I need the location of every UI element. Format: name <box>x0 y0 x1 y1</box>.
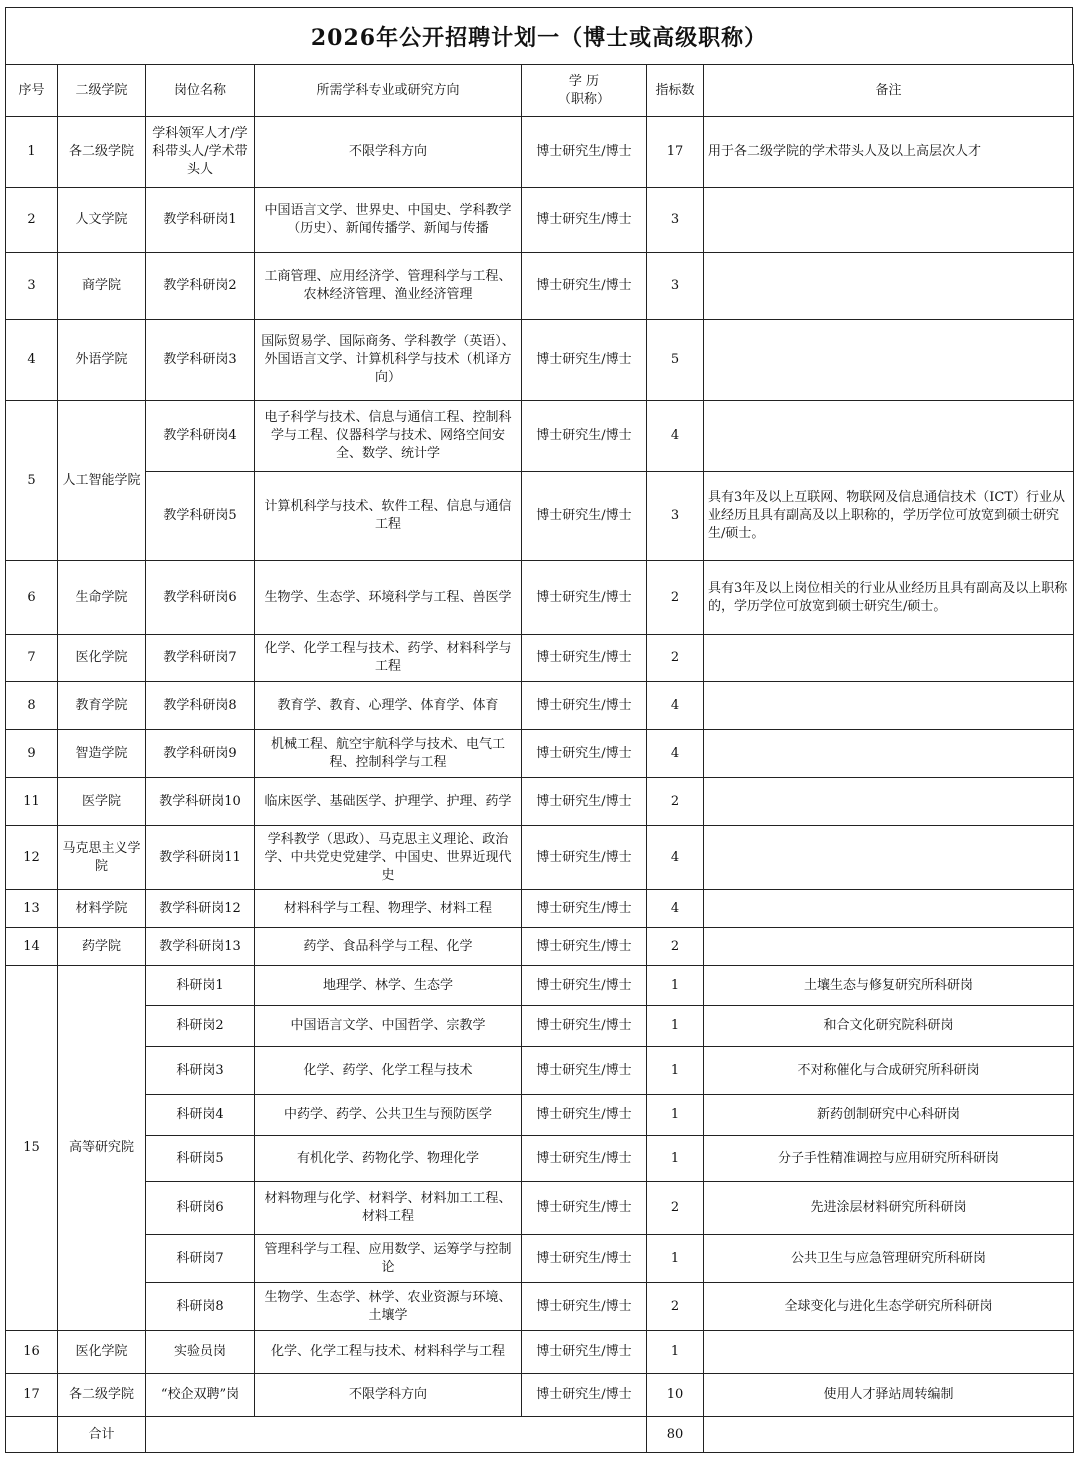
cell-education: 博士研究生/博士 <box>522 1283 647 1331</box>
cell-quota: 1 <box>647 966 704 1006</box>
cell-quota: 1 <box>647 1136 704 1182</box>
cell-post: 科研岗3 <box>146 1047 255 1095</box>
table-row <box>6 1331 1074 1374</box>
cell-major: 国际贸易学、国际商务、学科教学（英语）、外国语言文学、计算机科学与技术（机译方向） <box>255 320 522 401</box>
cell-quota: 10 <box>647 1374 704 1417</box>
cell-quota: 4 <box>647 730 704 778</box>
cell-education: 博士研究生/博士 <box>522 1047 647 1095</box>
cell-quota: 4 <box>647 826 704 890</box>
cell-no: 11 <box>6 778 58 826</box>
cell-note <box>704 188 1074 253</box>
cell-note <box>704 682 1074 730</box>
header-college: 二级学院 <box>58 65 146 117</box>
cell-quota: 4 <box>647 401 704 472</box>
total-empty <box>146 1417 647 1453</box>
cell-no: 8 <box>6 682 58 730</box>
cell-education: 博士研究生/博士 <box>522 472 647 561</box>
cell-note <box>704 253 1074 320</box>
table-row <box>6 472 1074 561</box>
cell-major: 电子科学与技术、信息与通信工程、控制科学与工程、仪器科学与技术、网络空间安全、数学、统计学 <box>255 401 522 472</box>
cell-note: 使用人才驿站周转编制 <box>704 1374 1074 1417</box>
cell-college: 高等研究院 <box>58 966 146 1331</box>
cell-note <box>704 401 1074 472</box>
total-quota: 80 <box>647 1417 704 1453</box>
cell-post: 科研岗5 <box>146 1136 255 1182</box>
table-row <box>6 253 1074 320</box>
cell-post: 教学科研岗2 <box>146 253 255 320</box>
cell-note: 用于各二级学院的学术带头人及以上高层次人才 <box>704 117 1074 188</box>
cell-note: 具有3年及以上岗位相关的行业从业经历且具有副高及以上职称的，学历学位可放宽到硕士研究生/硕士。 <box>704 561 1074 635</box>
cell-post: 科研岗8 <box>146 1283 255 1331</box>
cell-quota: 4 <box>647 682 704 730</box>
cell-major: 计算机科学与技术、软件工程、信息与通信工程 <box>255 472 522 561</box>
cell-college: 人工智能学院 <box>58 401 146 561</box>
cell-no: 12 <box>6 826 58 890</box>
cell-note: 公共卫生与应急管理研究所科研岗 <box>704 1235 1074 1283</box>
cell-quota: 3 <box>647 472 704 561</box>
cell-post: 教学科研岗11 <box>146 826 255 890</box>
table-row <box>6 730 1074 778</box>
cell-note <box>704 730 1074 778</box>
cell-quota: 17 <box>647 117 704 188</box>
cell-no: 6 <box>6 561 58 635</box>
cell-note: 先进涂层材料研究所科研岗 <box>704 1182 1074 1235</box>
cell-education: 博士研究生/博士 <box>522 826 647 890</box>
cell-post: 教学科研岗7 <box>146 635 255 682</box>
cell-no: 14 <box>6 928 58 966</box>
cell-major: 生物学、生态学、林学、农业资源与环境、土壤学 <box>255 1283 522 1331</box>
cell-no: 16 <box>6 1331 58 1374</box>
cell-college: 人文学院 <box>58 188 146 253</box>
header-major: 所需学科专业或研究方向 <box>255 65 522 117</box>
cell-education: 博士研究生/博士 <box>522 890 647 928</box>
recruitment-table <box>5 64 1074 1453</box>
cell-major: 管理科学与工程、应用数学、运筹学与控制论 <box>255 1235 522 1283</box>
cell-post: 教学科研岗1 <box>146 188 255 253</box>
cell-no: 13 <box>6 890 58 928</box>
cell-quota: 2 <box>647 928 704 966</box>
cell-note: 新药创制研究中心科研岗 <box>704 1095 1074 1136</box>
cell-post: “校企双聘”岗 <box>146 1374 255 1417</box>
cell-major: 有机化学、药物化学、物理化学 <box>255 1136 522 1182</box>
cell-note: 具有3年及以上互联网、物联网及信息通信技术（ICT）行业从业经历且具有副高及以上职称的，学历学位可放宽到硕士研究生/硕士。 <box>704 472 1074 561</box>
table-row <box>6 1283 1074 1331</box>
cell-post: 教学科研岗4 <box>146 401 255 472</box>
table-row <box>6 117 1074 188</box>
page-title: 2026年公开招聘计划一（博士或高级职称） <box>5 7 1073 64</box>
cell-note: 和合文化研究院科研岗 <box>704 1006 1074 1047</box>
cell-education: 博士研究生/博士 <box>522 188 647 253</box>
cell-note <box>704 778 1074 826</box>
header-education: 学 历 （职称） <box>522 65 647 117</box>
table-row <box>6 890 1074 928</box>
table-row <box>6 1047 1074 1095</box>
cell-major: 化学、化学工程与技术、材料科学与工程 <box>255 1331 522 1374</box>
cell-college: 各二级学院 <box>58 117 146 188</box>
table-row <box>6 1182 1074 1235</box>
table-row <box>6 1006 1074 1047</box>
cell-post: 科研岗1 <box>146 966 255 1006</box>
cell-major: 中国语言文学、世界史、中国史、学科教学（历史）、新闻传播学、新闻与传播 <box>255 188 522 253</box>
cell-quota: 1 <box>647 1006 704 1047</box>
cell-no: 4 <box>6 320 58 401</box>
cell-major: 中药学、药学、公共卫生与预防医学 <box>255 1095 522 1136</box>
cell-education: 博士研究生/博士 <box>522 117 647 188</box>
cell-post: 实验员岗 <box>146 1331 255 1374</box>
table-row <box>6 1374 1074 1417</box>
cell-major: 不限学科方向 <box>255 117 522 188</box>
total-note <box>704 1417 1074 1453</box>
cell-major: 材料科学与工程、物理学、材料工程 <box>255 890 522 928</box>
cell-education: 博士研究生/博士 <box>522 1331 647 1374</box>
header-quota: 指标数 <box>647 65 704 117</box>
cell-college: 各二级学院 <box>58 1374 146 1417</box>
cell-education: 博士研究生/博士 <box>522 1374 647 1417</box>
cell-college: 医化学院 <box>58 635 146 682</box>
cell-post: 科研岗7 <box>146 1235 255 1283</box>
cell-post: 教学科研岗13 <box>146 928 255 966</box>
cell-no: 5 <box>6 401 58 561</box>
cell-major: 不限学科方向 <box>255 1374 522 1417</box>
table-row <box>6 1095 1074 1136</box>
cell-note: 土壤生态与修复研究所科研岗 <box>704 966 1074 1006</box>
cell-education: 博士研究生/博士 <box>522 1136 647 1182</box>
cell-education: 博士研究生/博士 <box>522 730 647 778</box>
cell-major: 临床医学、基础医学、护理学、护理、药学 <box>255 778 522 826</box>
cell-post: 教学科研岗5 <box>146 472 255 561</box>
cell-major: 材料物理与化学、材料学、材料加工工程、材料工程 <box>255 1182 522 1235</box>
cell-quota: 2 <box>647 1182 704 1235</box>
header-row <box>6 65 1074 117</box>
cell-quota: 3 <box>647 253 704 320</box>
table-row <box>6 928 1074 966</box>
cell-education: 博士研究生/博士 <box>522 778 647 826</box>
cell-major: 地理学、林学、生态学 <box>255 966 522 1006</box>
cell-education: 博士研究生/博士 <box>522 966 647 1006</box>
cell-education: 博士研究生/博士 <box>522 1182 647 1235</box>
cell-no: 9 <box>6 730 58 778</box>
table-row <box>6 188 1074 253</box>
cell-post: 科研岗6 <box>146 1182 255 1235</box>
cell-note: 分子手性精准调控与应用研究所科研岗 <box>704 1136 1074 1182</box>
cell-college: 智造学院 <box>58 730 146 778</box>
cell-post: 教学科研岗3 <box>146 320 255 401</box>
table-row <box>6 1235 1074 1283</box>
cell-post: 教学科研岗10 <box>146 778 255 826</box>
cell-note: 全球变化与进化生态学研究所科研岗 <box>704 1283 1074 1331</box>
cell-note <box>704 890 1074 928</box>
cell-no: 15 <box>6 966 58 1331</box>
cell-note <box>704 928 1074 966</box>
cell-college: 教育学院 <box>58 682 146 730</box>
cell-quota: 2 <box>647 778 704 826</box>
header-post: 岗位名称 <box>146 65 255 117</box>
cell-no: 3 <box>6 253 58 320</box>
table-row <box>6 778 1074 826</box>
recruitment-plan-sheet <box>5 7 1073 1453</box>
cell-major: 学科教学（思政）、马克思主义理论、政治学、中共党史党建学、中国史、世界近现代史 <box>255 826 522 890</box>
cell-college: 医学院 <box>58 778 146 826</box>
cell-note <box>704 635 1074 682</box>
table-row <box>6 561 1074 635</box>
cell-note <box>704 826 1074 890</box>
cell-college: 生命学院 <box>58 561 146 635</box>
cell-major: 中国语言文学、中国哲学、宗教学 <box>255 1006 522 1047</box>
cell-major: 教育学、教育、心理学、体育学、体育 <box>255 682 522 730</box>
cell-quota: 5 <box>647 320 704 401</box>
cell-note <box>704 320 1074 401</box>
cell-post: 教学科研岗12 <box>146 890 255 928</box>
cell-college: 商学院 <box>58 253 146 320</box>
cell-education: 博士研究生/博士 <box>522 1006 647 1047</box>
cell-education: 博士研究生/博士 <box>522 1235 647 1283</box>
cell-major: 化学、化学工程与技术、药学、材料科学与工程 <box>255 635 522 682</box>
cell-college: 药学院 <box>58 928 146 966</box>
cell-college: 医化学院 <box>58 1331 146 1374</box>
cell-major: 化学、药学、化学工程与技术 <box>255 1047 522 1095</box>
table-row <box>6 635 1074 682</box>
cell-quota: 2 <box>647 1283 704 1331</box>
cell-no: 7 <box>6 635 58 682</box>
cell-note: 不对称催化与合成研究所科研岗 <box>704 1047 1074 1095</box>
table-row <box>6 320 1074 401</box>
cell-note <box>704 1331 1074 1374</box>
table-row <box>6 826 1074 890</box>
cell-post: 学科领军人才/学科带头人/学术带头人 <box>146 117 255 188</box>
cell-no: 1 <box>6 117 58 188</box>
cell-quota: 1 <box>647 1331 704 1374</box>
cell-education: 博士研究生/博士 <box>522 635 647 682</box>
cell-college: 马克思主义学院 <box>58 826 146 890</box>
cell-quota: 1 <box>647 1095 704 1136</box>
cell-quota: 2 <box>647 561 704 635</box>
table-row <box>6 682 1074 730</box>
cell-post: 教学科研岗9 <box>146 730 255 778</box>
cell-major: 生物学、生态学、环境科学与工程、兽医学 <box>255 561 522 635</box>
cell-no <box>6 1417 58 1453</box>
cell-quota: 1 <box>647 1235 704 1283</box>
header-note: 备注 <box>704 65 1074 117</box>
cell-education: 博士研究生/博士 <box>522 561 647 635</box>
cell-college: 外语学院 <box>58 320 146 401</box>
cell-quota: 3 <box>647 188 704 253</box>
header-no: 序号 <box>6 65 58 117</box>
cell-no: 2 <box>6 188 58 253</box>
table-row <box>6 1136 1074 1182</box>
cell-quota: 2 <box>647 635 704 682</box>
cell-college: 材料学院 <box>58 890 146 928</box>
table-row <box>6 401 1074 472</box>
cell-education: 博士研究生/博士 <box>522 320 647 401</box>
cell-post: 教学科研岗8 <box>146 682 255 730</box>
cell-post: 科研岗4 <box>146 1095 255 1136</box>
total-label: 合计 <box>58 1417 146 1453</box>
table-row <box>6 966 1074 1006</box>
cell-quota: 1 <box>647 1047 704 1095</box>
cell-education: 博士研究生/博士 <box>522 928 647 966</box>
cell-major: 药学、食品科学与工程、化学 <box>255 928 522 966</box>
cell-post: 教学科研岗6 <box>146 561 255 635</box>
cell-major: 工商管理、应用经济学、管理科学与工程、农林经济管理、渔业经济管理 <box>255 253 522 320</box>
cell-major: 机械工程、航空宇航科学与技术、电气工程、控制科学与工程 <box>255 730 522 778</box>
cell-quota: 4 <box>647 890 704 928</box>
cell-education: 博士研究生/博士 <box>522 682 647 730</box>
cell-no: 17 <box>6 1374 58 1417</box>
cell-post: 科研岗2 <box>146 1006 255 1047</box>
cell-education: 博士研究生/博士 <box>522 1095 647 1136</box>
cell-education: 博士研究生/博士 <box>522 253 647 320</box>
cell-education: 博士研究生/博士 <box>522 401 647 472</box>
total-row <box>6 1417 1074 1453</box>
